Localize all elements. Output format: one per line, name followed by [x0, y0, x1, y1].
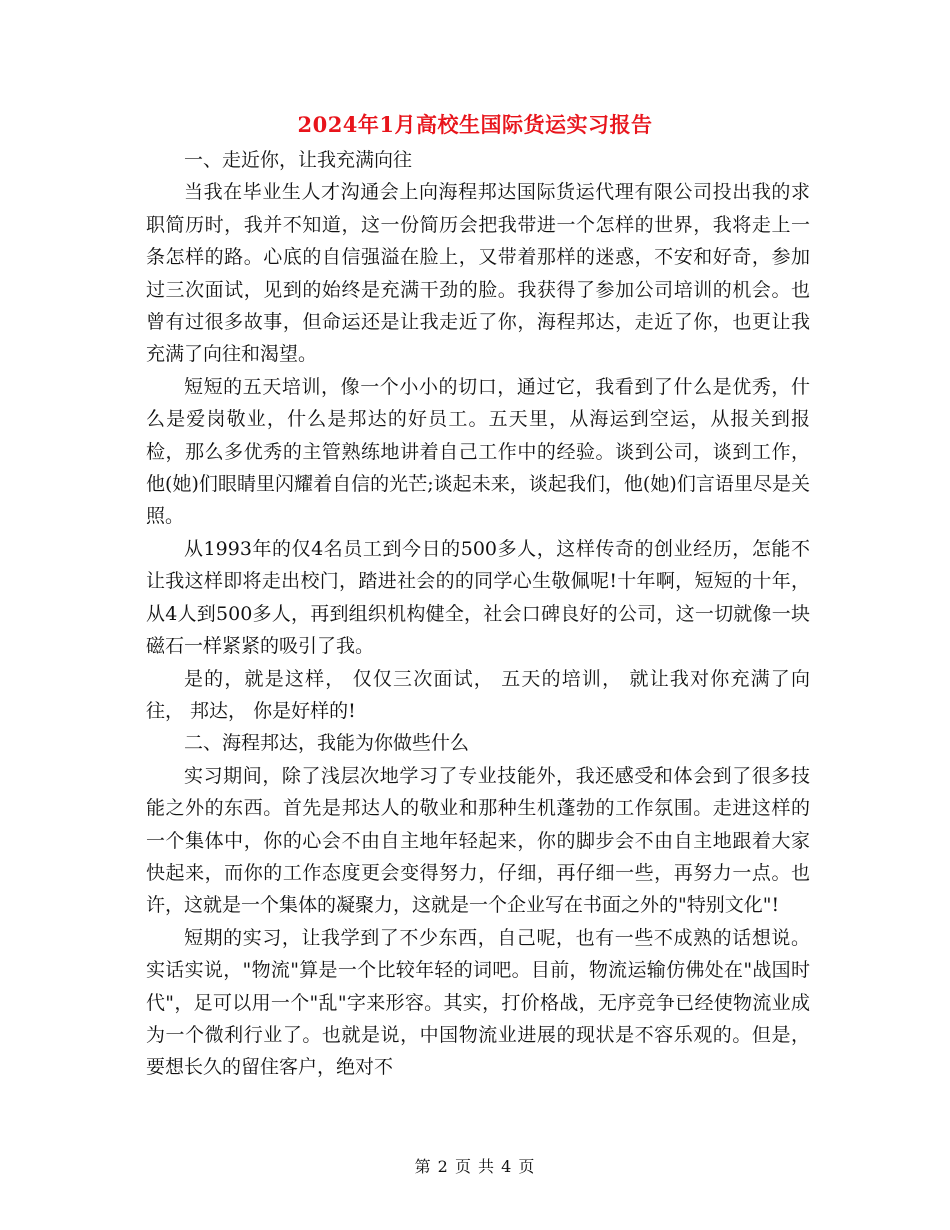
- paragraph: 短期的实习，让我学到了不少东西，自己呢，也有一些不成熟的话想说。实话实说，"物流"算是一个比较年轻的词吧。目前，物流运输仿佛处在"战国时代"，足可以用一个"乱"字来形容。其实，打价格战，无序竞争已经使物流业成为一个微利行业了。也就是说，中国物流业进展的现状是不容乐观的。但是，要想长久的留住客户，绝对不: [146, 926, 810, 1079]
- paragraph: 从1993年的仅4名员工到今日的500多人，这样传奇的创业经历，怎能不让我这样即将走出校门，踏进社会的的同学心生敬佩呢!十年啊，短短的十年，从4人到500多人，再到组织机构健全，社会口碑良好的公司，这一切就像一块磁石一样紧紧的吸引了我。: [146, 537, 810, 658]
- section-heading: 二、海程邦达，我能为你做些什么: [184, 732, 470, 755]
- paragraph: 短短的五天培训，像一个小小的切口，通过它，我看到了什么是优秀，什么是爱岗敬业，什么是邦达的好员工。五天里，从海运到空运，从报关到报检，那么多优秀的主管熟练地讲着自己工作中的经验。谈到公司，谈到工作，他(她)们眼睛里闪耀着自信的光芒;谈起未来，谈起我们，他(她)们言语里尽是关照。: [146, 375, 810, 528]
- paragraph: 当我在毕业生人才沟通会上向海程邦达国际货运代理有限公司投出我的求职简历时，我并不知道，这一份简历会把我带进一个怎样的世界，我将走上一条怎样的路。心底的自信强溢在脸上，又带着那样的迷惑，不安和好奇，参加过三次面试，见到的始终是充满干劲的脸。我获得了参加公司培训的机会。也曾有过很多故事，但命运还是让我走近了你，海程邦达，走近了你，也更让我充满了向往和渴望。: [146, 181, 810, 366]
- document-body: [146, 144, 810, 1084]
- page-number-footer: 第 2 页 共 4 页: [414, 1157, 536, 1176]
- page-title: 2024年1月高校生国际货运实习报告: [297, 112, 653, 137]
- paragraph: 实习期间，除了浅层次地学习了专业技能外，我还感受和体会到了很多技能之外的东西。首先是邦达人的敬业和那种生机蓬勃的工作氛围。走进这样的一个集体中，你的心会不由自主地年轻起来，你的脚步会不由自主地跟着大家快起来，而你的工作态度更会变得努力，仔细，再仔细一些，再努力一点。也许，这就是一个集体的凝聚力，这就是一个企业写在书面之外的"特别文化"!: [146, 764, 810, 917]
- paragraph: 是的，就是这样， 仅仅三次面试， 五天的培训， 就让我对你充满了向往， 邦达， 你是好样的!: [146, 667, 810, 722]
- section-heading: 一、走近你，让我充满向往: [184, 149, 413, 171]
